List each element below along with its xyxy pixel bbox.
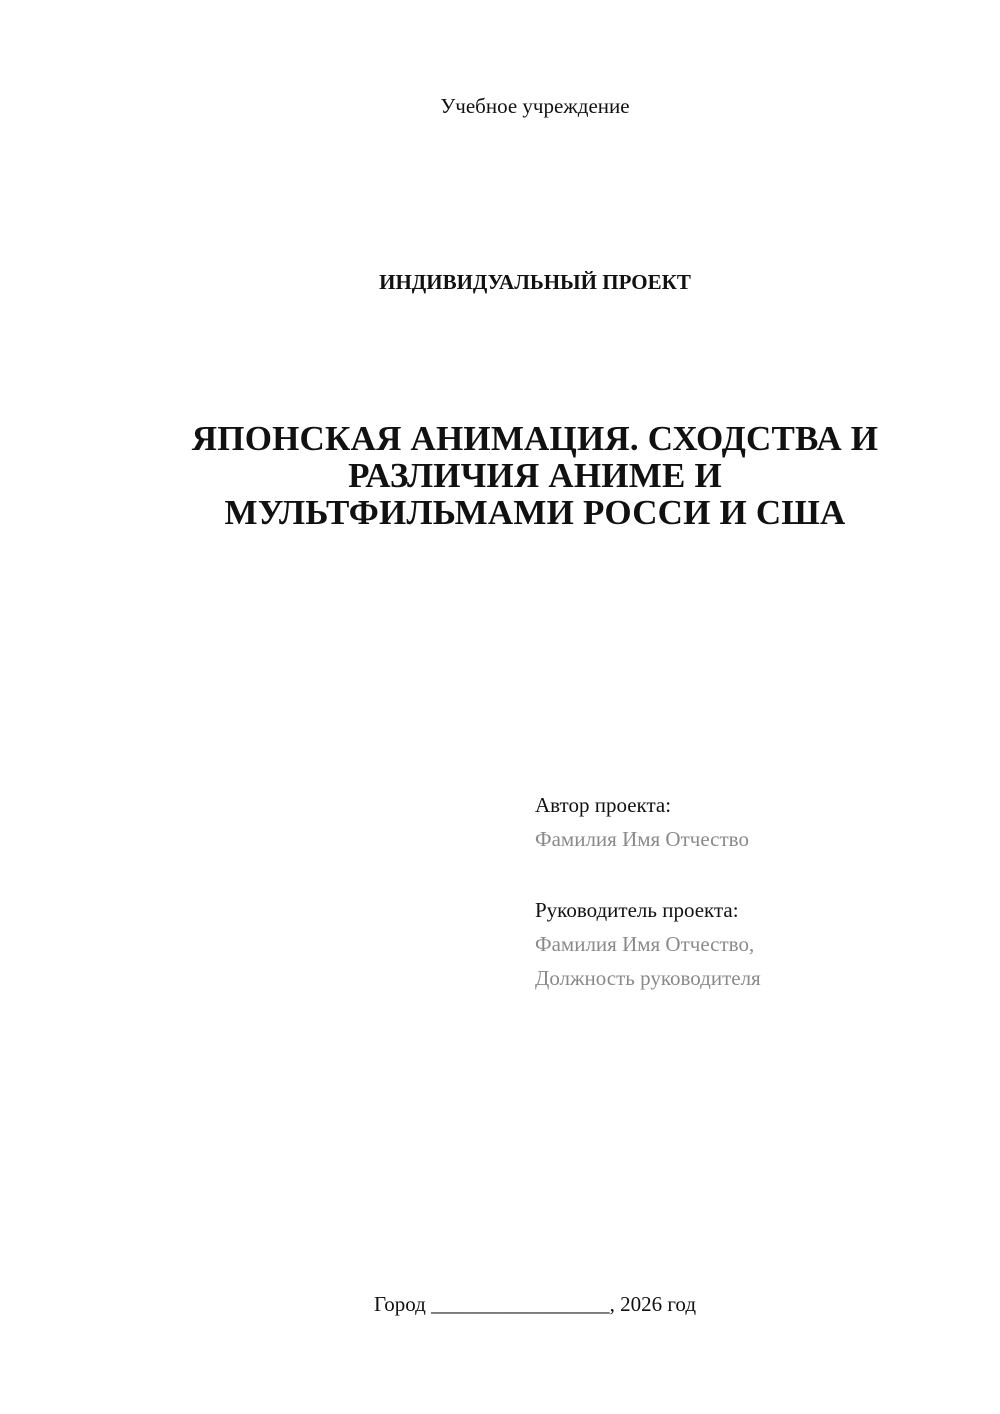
document-type: ИНДИВИДУАЛЬНЫЙ ПРОЕКТ [379,270,691,294]
author-name-placeholder: Фамилия Имя Отчество [535,827,749,851]
supervisor-label: Руководитель проекта: [535,898,739,922]
project-title-line-3: МУЛЬТФИЛЬМАМИ РОССИ И США [224,493,846,532]
project-title [150,420,920,531]
project-title-line-1: ЯПОНСКАЯ АНИМАЦИЯ. СХОДСТВА И [191,419,879,458]
supervisor-block [535,893,955,995]
supervisor-name-placeholder: Фамилия Имя Отчество, [535,932,755,956]
author-label: Автор проекта: [535,793,672,817]
author-block [535,788,955,856]
supervisor-position-placeholder: Должность руководителя [535,966,761,990]
city-year-line: Город _________________, 2026 год [373,1292,697,1316]
institution-name: Учебное учреждение [440,94,630,118]
project-title-line-2: РАЗЛИЧИЯ АНИМЕ И [348,456,722,495]
